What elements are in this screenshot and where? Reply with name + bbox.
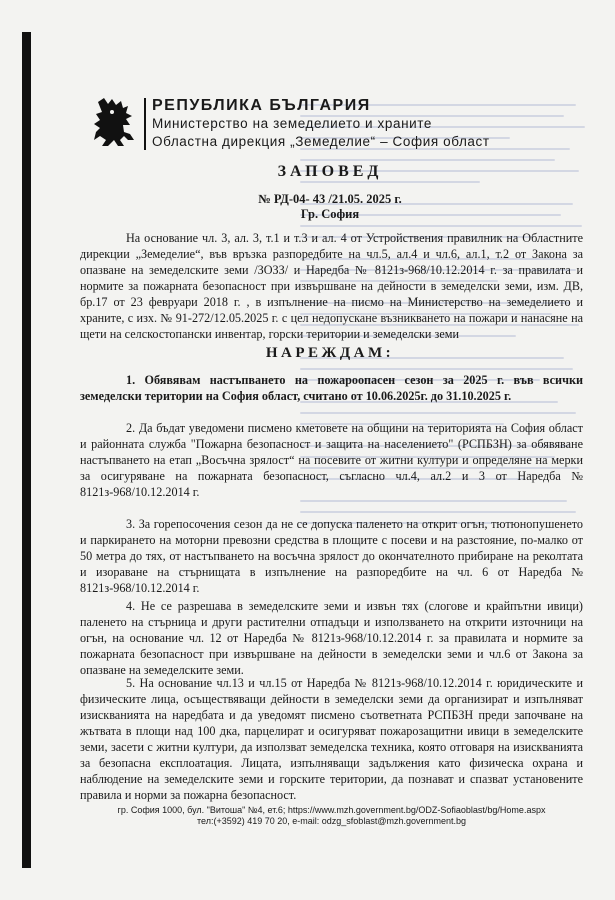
order-item-2: 2. Да бъдат уведомени писмено кметовете на общини на територията на София област и районната служба "Пожарна безопасност и защита на населението" (РСПБЗН) за обявяване настъпването на етап „Восъчна зрялост“ на посевите от житни култури и определяне на мерки за осигуряване на пожарната безопасност, съгласно чл.4, ал.2 и 3 от Наредба № 8121з-968/10.12.2014 г.	[80, 421, 583, 499]
order-item-4: 4. Не се разрешава в земеделските земи и извън тях (слогове и крайпътни ивици) паленето на стърница и други растителни отпадъци и използването на открити източници на огън, на основание чл. 12 от Наредба № 8121з-968/10.12.2014 г. за правилата и нормите за пожарната безопасност при извършване на дейности в земеделски земи и чл.6 от Закона за опазване на земеделските земи.	[80, 599, 583, 677]
page-footer	[80, 805, 583, 827]
intro-paragraph: На основание чл. 3, ал. 3, т.1 и т.3 и ал. 4 от Устройствения правилник на Областните дирекции „Земеделие“, във връзка разпоредбите на чл.5, ал.4 и чл.6, ал.1, т.2 от Закона за опазване на земеделските земи /ЗОЗЗ/ и Наредба № 8121з-968/10.12.2014 г. за правилата и нормите за пожарната безопасност при извършване на дейности в земеделски земи, изм. ДВ, бр.17 от 23 февруари 2018 г. , в изпълнение на писмо на Министерство на земеделието и храните, с изх. № 91-272/12.05.2025 г. с цел недопускане възникването на пожари и нанасяне на щети на селскостопански инвентар, горски територии и земеделски земи	[80, 231, 583, 341]
footer-address: гр. София 1000, бул. "Витоша" №4, ет.6; https://www.mzh.government.bg/ODZ-Sofiaoblast/bg/Home.aspx	[117, 805, 546, 815]
ministry-name: Министерство на земеделието и храните	[152, 116, 433, 131]
issue-place: Гр. София	[300, 207, 360, 221]
letterhead-divider	[144, 98, 146, 150]
footer-contact: тел:(+3592) 419 70 20, e-mail: odzg_sfoblast@mzh.government.bg	[196, 816, 466, 826]
lion-coat-of-arms-icon	[90, 96, 138, 152]
order-item-5: 5. На основание чл.13 и чл.15 от Наредба № 8121з-968/10.12.2014 г. юридическите и физическите лица, осъществяващи дейности в земеделски земи да организират и изпълняват изискванията на наредбата и да уведомят писмено съответната РСПБЗН преди започване на жътвата в площи над 100 дка, парцелират и осигуряват пожарозащитни ивици в земеделските земи, засети с житни култури, да използват земеделска техника, която отговаря на изискванията за безопасна експлоатация. Лицата, изпълняващи задължения като физическа охрана и наблюдение на земеделските земи и горските територии, да познават и спазват установените правила и норми за пожарна безопасност.	[80, 676, 583, 802]
country-name: РЕПУБЛИКА БЪЛГАРИЯ	[152, 97, 371, 114]
letterhead-text	[152, 96, 490, 151]
order-item-1: 1. Обявявам настъпването на пожароопасен сезон за 2025 г. във всички земеделски територии на София област, считано от 10.06.2025г. до 31.10.2025 г.	[80, 373, 583, 403]
scan-edge-bar	[22, 32, 31, 868]
order-item-3: 3. За горепосочения сезон да не се допуска паленето на открит огън, тютюнопушенето и паркирането на моторни превозни средства в площите с посеви и на разстояние, по-малко от 50 метра до тях, от настъпването на восъчна зрялост до окончателното прибиране на реколтата и изораване на стърнищата в изпълнение на разпоредбите на чл. 6 от Наредба № 8121з-968/10.12.2014 г.	[80, 517, 583, 595]
letterhead	[90, 96, 590, 156]
document-title: ЗАПОВЕД	[277, 163, 383, 180]
order-number: № РД-04- 43 /21.05. 2025 г.	[258, 192, 402, 206]
directorate-name: Областна дирекция „Земеделие“ – София област	[152, 134, 490, 149]
order-heading: НАРЕЖДАМ:	[265, 345, 395, 361]
